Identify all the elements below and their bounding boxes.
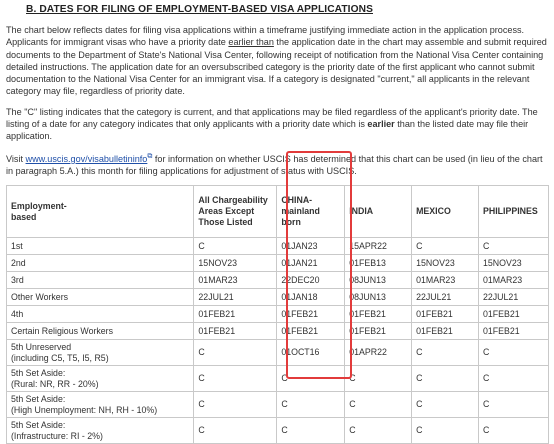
date-cell: 22JUL21 (479, 289, 549, 306)
intro-p1-underlined: earlier than (228, 37, 274, 48)
date-cell: 01FEB21 (345, 306, 412, 323)
column-header-0: Employment- based (7, 186, 194, 238)
date-cell: 01JAN23 (277, 238, 345, 255)
date-cell: 01JAN18 (277, 289, 345, 306)
table-row (7, 418, 549, 444)
column-header-3: INDIA (345, 186, 412, 238)
table-row (7, 272, 549, 289)
intro-paragraph-3 (6, 151, 548, 178)
column-header-2: CHINA- mainland born (277, 186, 345, 238)
date-cell: 01FEB21 (194, 306, 277, 323)
date-cell: 22DEC20 (277, 272, 345, 289)
date-cell: 01MAR23 (479, 272, 549, 289)
date-cell: C (345, 418, 412, 444)
date-cell: 01FEB21 (412, 306, 479, 323)
date-cell: 01JAN21 (277, 255, 345, 272)
date-cell: 01OCT16 (277, 340, 345, 366)
intro-paragraph-1 (6, 24, 548, 98)
date-cell: 01MAR23 (194, 272, 277, 289)
intro-p2-bold: earlier (367, 119, 395, 130)
row-category-cell: 5th Unreserved (including C5, T5, I5, R5) (7, 340, 194, 366)
column-header-4: MEXICO (412, 186, 479, 238)
date-cell: C (277, 366, 345, 392)
table-row (7, 289, 549, 306)
date-cell: 01FEB21 (479, 306, 549, 323)
uscis-link[interactable]: www.uscis.gov/visabulletininfo (25, 153, 148, 164)
date-cell: C (479, 340, 549, 366)
row-category-cell: 5th Set Aside: (Infrastructure: RI - 2%) (7, 418, 194, 444)
date-cell: C (412, 366, 479, 392)
date-cell: C (194, 418, 277, 444)
date-cell: 01APR22 (345, 340, 412, 366)
row-category-cell: Certain Religious Workers (7, 323, 194, 340)
date-cell: 15NOV23 (412, 255, 479, 272)
date-cell: 15NOV23 (479, 255, 549, 272)
date-cell: 01FEB21 (194, 323, 277, 340)
row-category-cell: 2nd (7, 255, 194, 272)
intro-paragraph-2 (6, 106, 548, 143)
date-cell: 22JUL21 (194, 289, 277, 306)
date-cell: C (479, 238, 549, 255)
date-cell: 22JUL21 (412, 289, 479, 306)
row-category-cell: 1st (7, 238, 194, 255)
date-cell: 01FEB21 (277, 306, 345, 323)
date-cell: C (345, 366, 412, 392)
row-category-cell: 5th Set Aside: (High Unemployment: NH, RH - 10%) (7, 392, 194, 418)
section-title: B. DATES FOR FILING OF EMPLOYMENT-BASED VISA APPLICATIONS (26, 4, 373, 15)
table-row (7, 238, 549, 255)
row-category-cell: 5th Set Aside: (Rural: NR, RR - 20%) (7, 366, 194, 392)
row-category-cell: Other Workers (7, 289, 194, 306)
date-cell: C (194, 340, 277, 366)
date-cell: 01FEB21 (277, 323, 345, 340)
date-cell: C (479, 418, 549, 444)
date-cell: 08JUN13 (345, 272, 412, 289)
table-body (7, 238, 549, 444)
date-cell: 15APR22 (345, 238, 412, 255)
date-cell: C (412, 238, 479, 255)
intro-p1-text-a: The chart below reflects dates for filing visa applications within a timeframe justifying immediate action in the application process. Applicants for immigrant visas who have a priority date (6, 25, 525, 48)
table-row (7, 340, 549, 366)
table-row (7, 306, 549, 323)
date-cell: 01FEB21 (345, 323, 412, 340)
date-cell: 01FEB13 (345, 255, 412, 272)
column-header-5: PHILIPPINES (479, 186, 549, 238)
table-header-row (7, 186, 549, 238)
intro-p1-text-b: the application date in the chart may assemble and submit required documents to the Department of State's National Visa Center, following receipt of notification from the National Visa Center containing detailed instructions. The application date for an oversubscribed category is the priority date of the first applicant who cannot submit documentation to the National Visa Center for an immigrant visa. If a category is designated "current," all applicants in the relevant category may file, regardless of priority date. (6, 37, 547, 97)
date-cell: C (479, 366, 549, 392)
date-cell: C (479, 392, 549, 418)
date-cell: C (194, 238, 277, 255)
date-cell: 01MAR23 (412, 272, 479, 289)
date-cell: 08JUN13 (345, 289, 412, 306)
table-row (7, 255, 549, 272)
intro-p2-text-c: than the listed date may file their application. (6, 119, 529, 142)
date-cell: 01FEB21 (412, 323, 479, 340)
date-cell: C (194, 392, 277, 418)
date-cell: 15NOV23 (194, 255, 277, 272)
date-cell: C (412, 392, 479, 418)
external-link-icon: ⧉ (147, 152, 153, 160)
table-row (7, 366, 549, 392)
date-cell: C (277, 392, 345, 418)
column-header-1: All Chargeability Areas Except Those Listed (194, 186, 277, 238)
row-category-cell: 3rd (7, 272, 194, 289)
date-cell: C (194, 366, 277, 392)
date-cell: C (277, 418, 345, 444)
date-cell: 01FEB21 (479, 323, 549, 340)
filing-dates-table (6, 185, 549, 444)
table-row (7, 392, 549, 418)
date-cell: C (412, 340, 479, 366)
intro-p2-text-a: The "C" listing indicates that the category is current, and that applications may be filed regardless of the applicant's priority date. The listing of a date for any category indicates that only applicants with a priority date which is (6, 106, 538, 130)
table-row (7, 323, 549, 340)
intro-p3-text-a: Visit (6, 153, 26, 164)
row-category-cell: 4th (7, 306, 194, 323)
intro-p3-text-b: for information on whether USCIS has determined that this chart can be used (in lieu of the chart in paragraph 5.A.) this month for filing applications for adjustment of status with USCIS. (6, 153, 543, 176)
date-cell: C (345, 392, 412, 418)
date-cell: C (412, 418, 479, 444)
